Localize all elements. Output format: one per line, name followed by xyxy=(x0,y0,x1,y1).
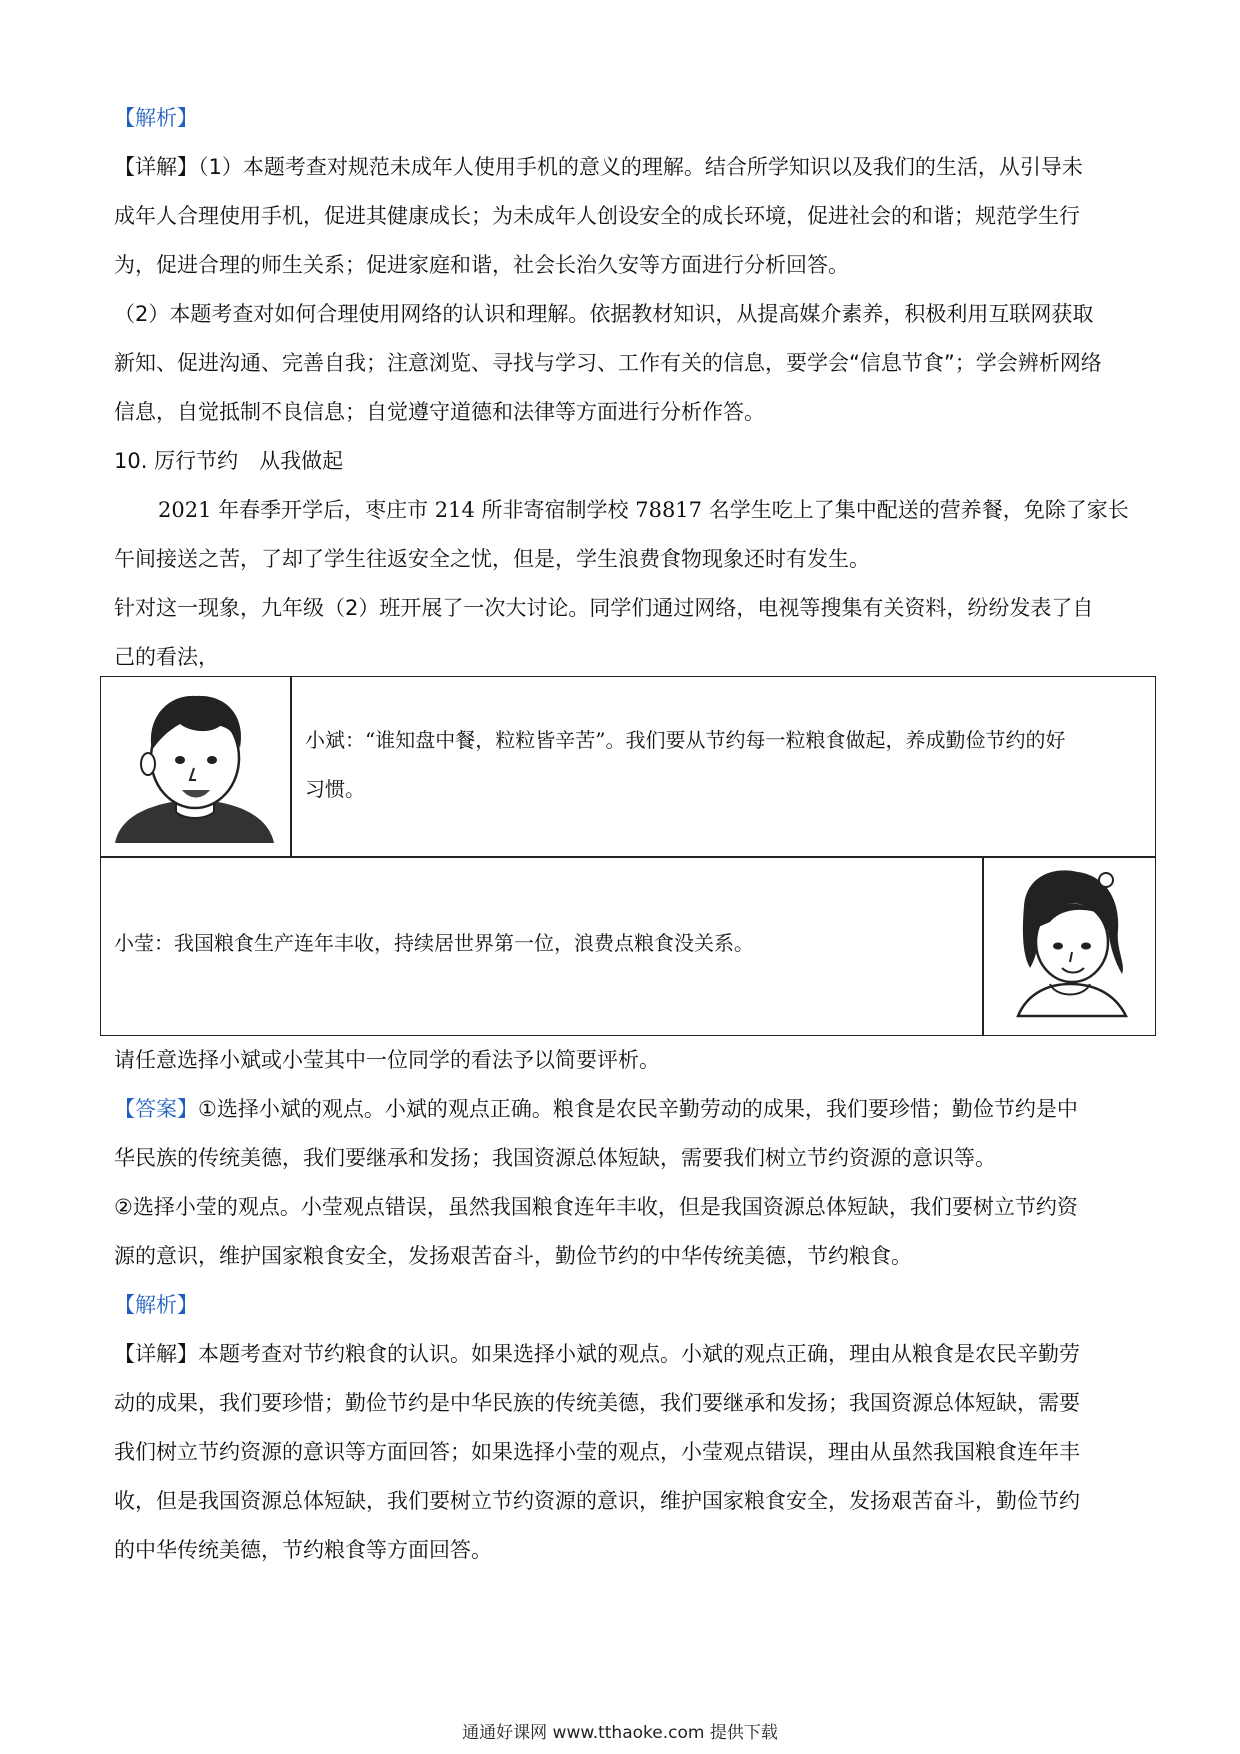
question-title: 10. 厉行节约 从我做起 xyxy=(114,449,344,473)
xiaobin-opinion-line: 习惯。 xyxy=(305,777,365,801)
answer-tag: 【答案】 xyxy=(114,1097,198,1121)
material-line: 午间接送之苦，了却了学生往返安全之忧，但是，学生浪费食物现象还时有发生。 xyxy=(114,547,870,571)
detail-paragraph-line: 成年人合理使用手机，促进其健康成长；为未成年人创设安全的成长环境，促进社会的和谐；规范学生行 xyxy=(114,204,1080,228)
detail-tag: 【详解】 xyxy=(114,155,198,179)
table-divider xyxy=(290,676,292,857)
xiaobin-opinion-line: 小斌：“谁知盘中餐，粒粒皆辛苦”。我们要从节约每一粒粮食做起，养成勤俭节约的好 xyxy=(305,728,1066,752)
detail-paragraph-line: 新知、促进沟通、完善自我；注意浏览、寻找与学习、工作有关的信息，要学会“信息节食”；学会辨析网络 xyxy=(114,351,1102,375)
detail-paragraph-line: 为，促进合理的师生关系；促进家庭和谐，社会长治久安等方面进行分析回答。 xyxy=(114,253,849,277)
detail-paragraph-line: 动的成果，我们要珍惜；勤俭节约是中华民族的传统美德，我们要继承和发扬；我国资源总体短缺，需要 xyxy=(114,1391,1080,1415)
page-footer: 通通好课网 www.tthaoke.com 提供下载 xyxy=(462,1723,778,1743)
analysis-tag: 【解析】 xyxy=(114,106,198,130)
material-line: 2021 年春季开学后，枣庄市 214 所非寄宿制学校 78817 名学生吃上了集中配送的营养餐，免除了家长 xyxy=(158,498,1129,522)
boy-avatar-icon xyxy=(110,688,280,846)
table-divider xyxy=(100,856,1156,858)
detail-paragraph-line: 【详解】本题考查对节约粮食的认识。如果选择小斌的观点。小斌的观点正确，理由从粮食是农民辛勤劳 xyxy=(114,1342,1080,1366)
analysis-tag: 【解析】 xyxy=(114,1293,198,1317)
girl-avatar-icon xyxy=(994,866,1146,1026)
answer-line: 【答案】①选择小斌的观点。小斌的观点正确。粮食是农民辛勤劳动的成果，我们要珍惜；勤俭节约是中 xyxy=(114,1097,1078,1121)
detail-paragraph-line: 信息，自觉抵制不良信息；自觉遵守道德和法律等方面进行分析作答。 xyxy=(114,400,765,424)
detail-paragraph-line: 的中华传统美德，节约粮食等方面回答。 xyxy=(114,1538,492,1562)
material-line: 己的看法， xyxy=(114,645,219,669)
question-prompt: 请任意选择小斌或小莹其中一位同学的看法予以简要评析。 xyxy=(114,1048,660,1072)
detail-paragraph-line: 我们树立节约资源的意识等方面回答；如果选择小莹的观点，小莹观点错误，理由从虽然我国粮食连年丰 xyxy=(114,1440,1080,1464)
xiaoying-opinion: 小莹：我国粮食生产连年丰收，持续居世界第一位，浪费点粮食没关系。 xyxy=(114,931,754,955)
answer-line: 华民族的传统美德，我们要继承和发扬；我国资源总体短缺，需要我们树立节约资源的意识等。 xyxy=(114,1146,996,1170)
detail-paragraph-line: （2）本题考查对如何合理使用网络的认识和理解。依据教材知识，从提高媒介素养，积极利用互联网获取 xyxy=(114,302,1094,326)
table-divider xyxy=(982,856,984,1036)
detail-paragraph-line: 收，但是我国资源总体短缺，我们要树立节约资源的意识，维护国家粮食安全，发扬艰苦奋斗，勤俭节约 xyxy=(114,1489,1080,1513)
answer-line: ②选择小莹的观点。小莹观点错误，虽然我国粮食连年丰收，但是我国资源总体短缺，我们要树立节约资 xyxy=(114,1195,1078,1219)
detail-tag: 【详解】 xyxy=(114,1342,198,1366)
answer-line: 源的意识，维护国家粮食安全，发扬艰苦奋斗，勤俭节约的中华传统美德，节约粮食。 xyxy=(114,1244,912,1268)
material-line: 针对这一现象，九年级（2）班开展了一次大讨论。同学们通过网络，电视等搜集有关资料，纷纷发表了自 xyxy=(114,596,1094,620)
detail-paragraph-line: 【详解】（1）本题考查对规范未成年人使用手机的意义的理解。结合所学知识以及我们的生活，从引导未 xyxy=(114,155,1083,179)
